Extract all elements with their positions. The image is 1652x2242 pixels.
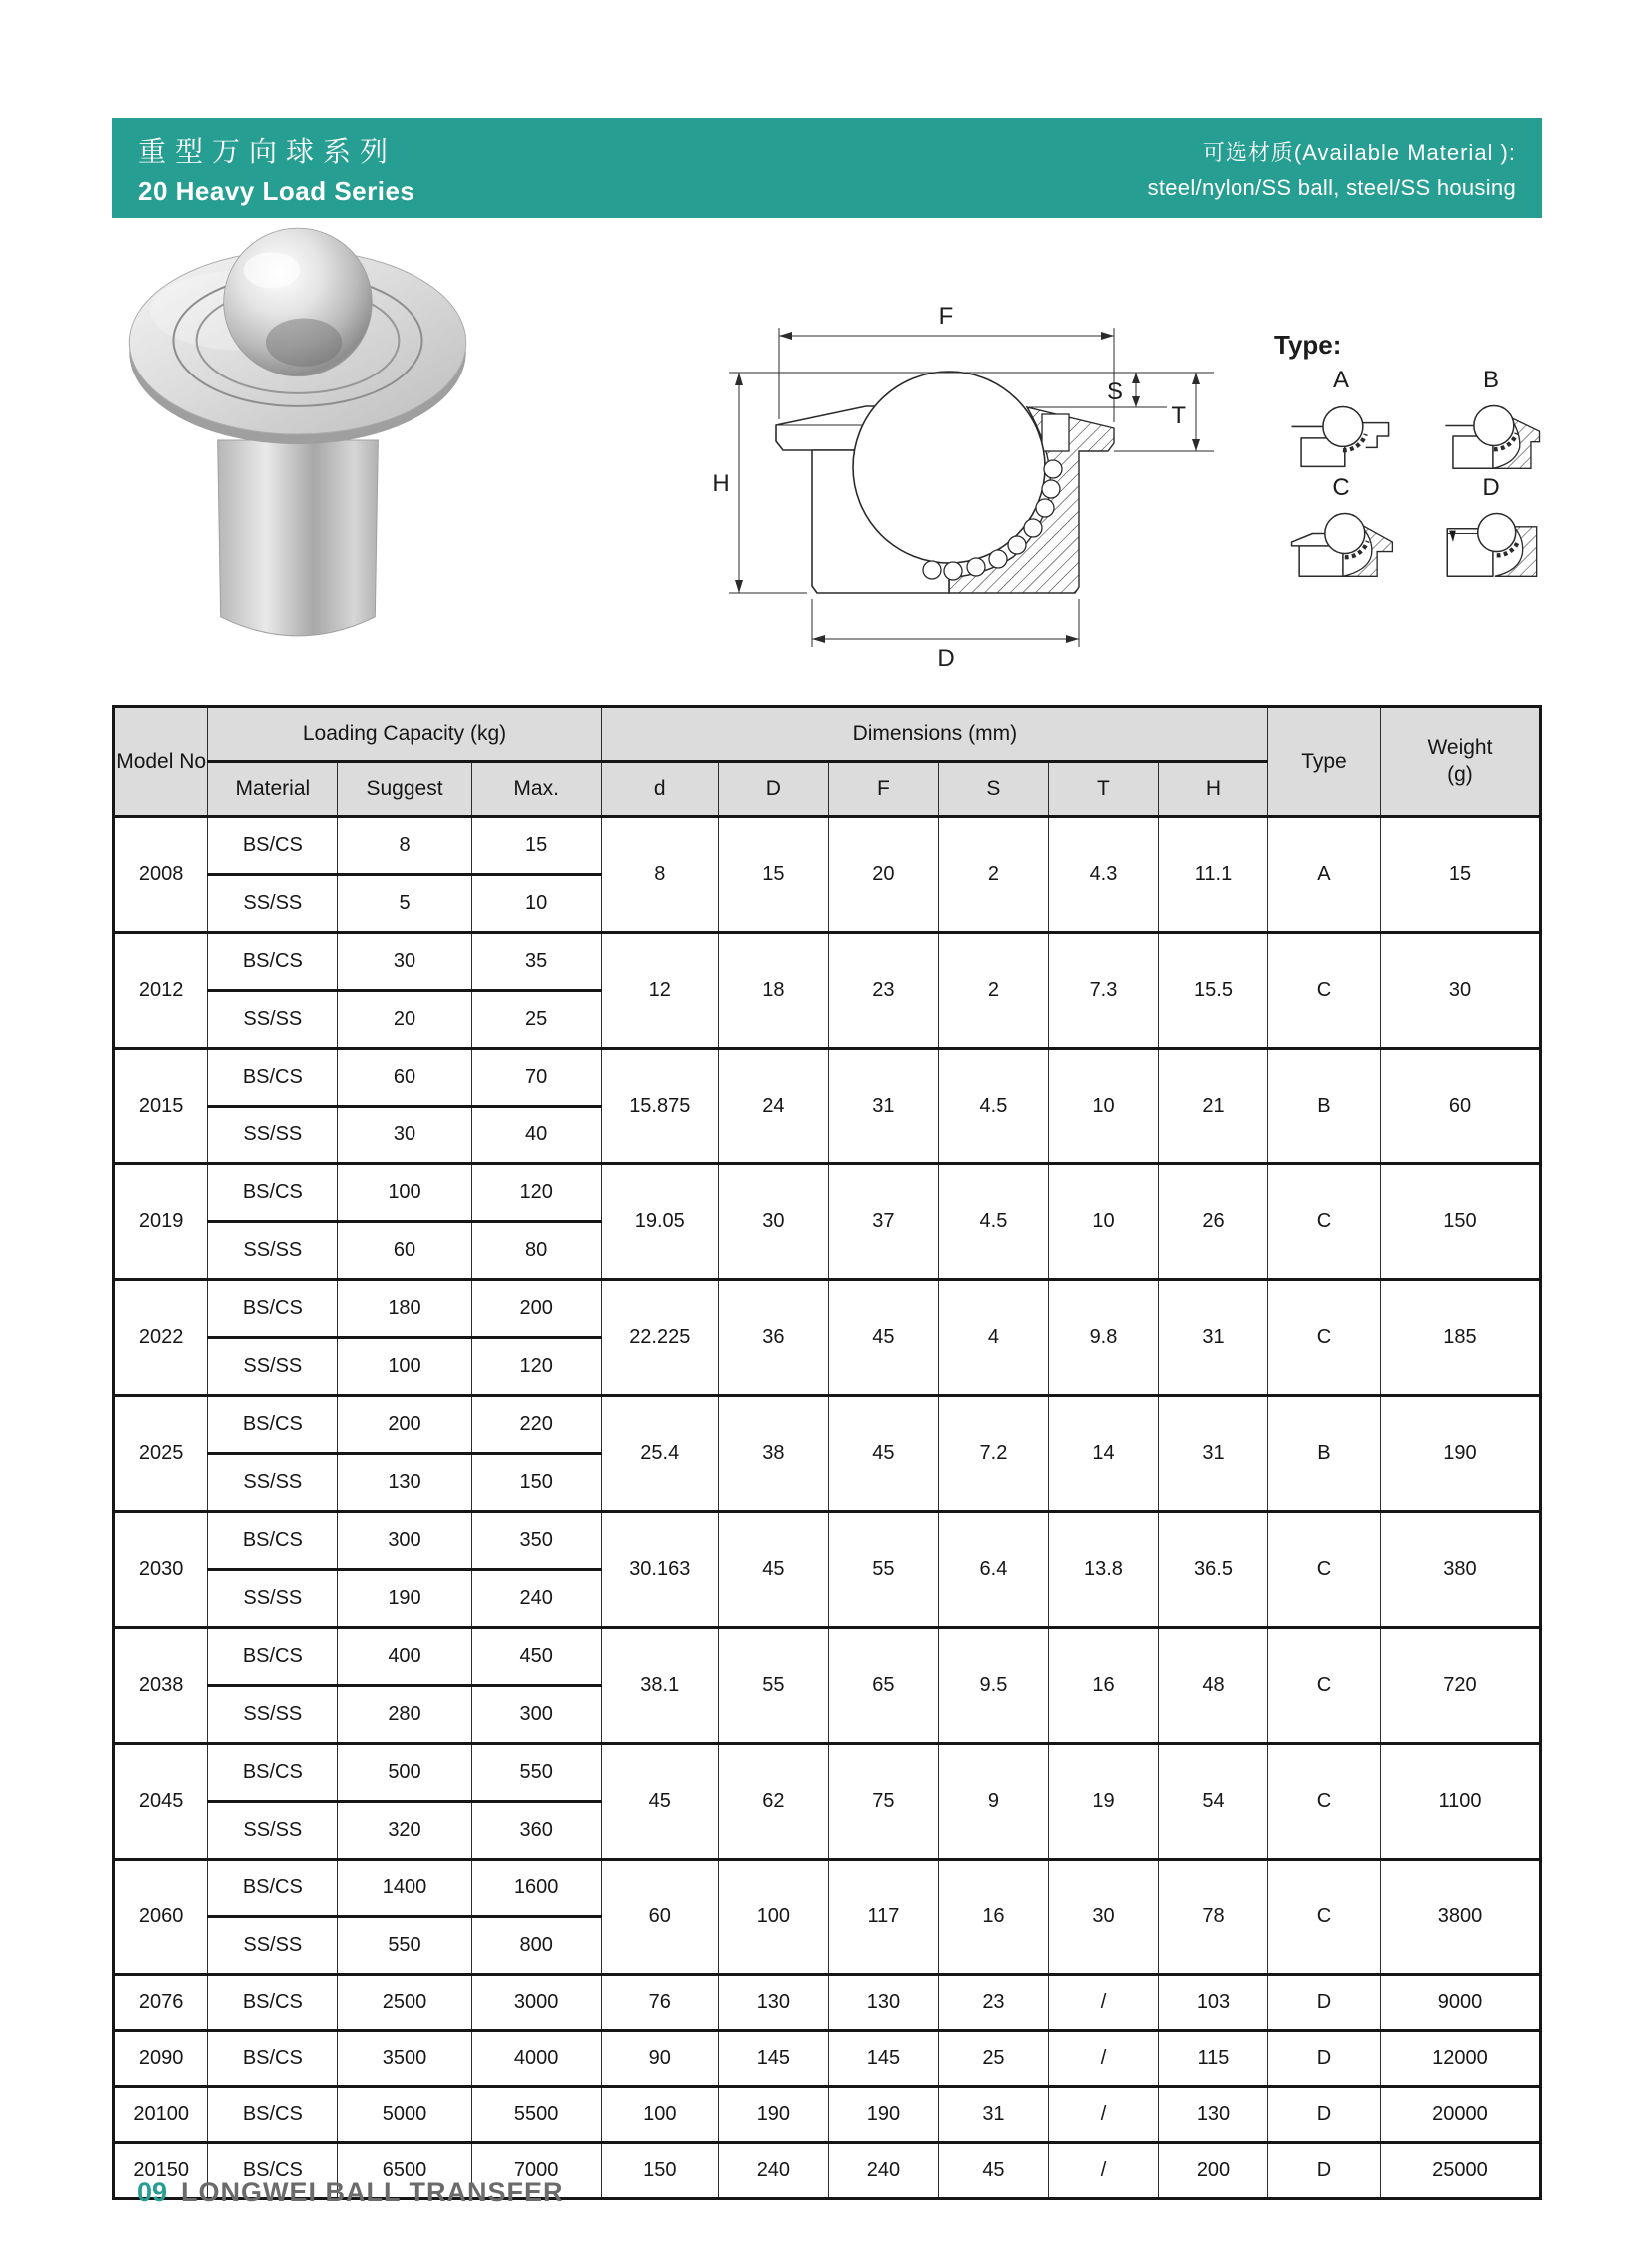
model-cell: 2030 (114, 1512, 208, 1628)
dim-S-cell: 23 (938, 1975, 1048, 2031)
type-c-label: C (1332, 474, 1350, 501)
table-row (114, 1164, 1541, 1222)
col-header-D: D (718, 762, 828, 817)
model-cell: 2008 (114, 817, 208, 933)
material-cell: SS/SS (208, 991, 338, 1049)
type-cell: A (1268, 817, 1381, 933)
max-cell: 15 (471, 817, 601, 875)
material-cell: SS/SS (208, 1222, 338, 1280)
dim-F-cell: 130 (828, 1975, 938, 2031)
suggest-cell: 2500 (338, 1975, 471, 2031)
material-cell: SS/SS (208, 1570, 338, 1628)
dim-F-cell: 75 (828, 1744, 938, 1860)
material-cell: BS/CS (208, 1512, 338, 1570)
table-row (114, 1628, 1541, 1686)
col-header-material: Material (208, 762, 338, 817)
spec-table-wrap (112, 705, 1542, 2200)
suggest-cell: 320 (338, 1802, 471, 1860)
suggest-cell: 8 (338, 817, 471, 875)
type-d-label: D (1482, 474, 1500, 501)
material-cell: SS/SS (208, 1686, 338, 1744)
dim-D-cell: 190 (718, 2087, 828, 2143)
ball-highlight (244, 252, 300, 288)
max-cell: 70 (471, 1049, 601, 1107)
dim-d-cell: 19.05 (601, 1164, 718, 1280)
max-cell: 350 (471, 1512, 601, 1570)
suggest-cell: 30 (338, 1107, 471, 1164)
series-title-en: 20 Heavy Load Series (138, 175, 415, 206)
dim-T-cell: 30 (1048, 1860, 1158, 1975)
max-cell: 450 (471, 1628, 601, 1686)
suggest-cell: 1400 (338, 1860, 471, 1917)
material-cell: SS/SS (208, 1454, 338, 1512)
series-title-zh: 重型万向球系列 (138, 135, 398, 167)
housing-body (218, 440, 379, 636)
dim-F-cell: 145 (828, 2031, 938, 2087)
dim-label-H: H (712, 470, 730, 497)
model-cell: 20150 (114, 2143, 208, 2199)
suggest-cell: 100 (338, 1338, 471, 1396)
product-photo (122, 192, 473, 663)
dim-H-cell: 11.1 (1158, 817, 1267, 933)
weight-label-line2: (g) (1447, 762, 1473, 786)
weight-cell: 9000 (1380, 1975, 1540, 2031)
weight-cell: 185 (1380, 1280, 1540, 1396)
col-header-suggest: Suggest (338, 762, 471, 817)
model-cell: 20100 (114, 2087, 208, 2143)
dim-d-cell: 25.4 (601, 1396, 718, 1512)
weight-cell: 20000 (1380, 2087, 1540, 2143)
dim-H-cell: 115 (1158, 2031, 1267, 2087)
dim-S-cell: 4 (938, 1280, 1048, 1396)
material-cell: SS/SS (208, 1338, 338, 1396)
max-cell: 40 (471, 1107, 601, 1164)
dim-d-cell: 45 (601, 1744, 718, 1860)
material-cell: BS/CS (208, 1860, 338, 1917)
max-cell: 10 (471, 875, 601, 933)
dim-d-cell: 30.163 (601, 1512, 718, 1628)
table-row (114, 1049, 1541, 1107)
dim-H-cell: 54 (1158, 1744, 1267, 1860)
type-cell: C (1268, 1628, 1381, 1744)
dim-label-D: D (937, 645, 955, 667)
dim-D-cell: 55 (718, 1628, 828, 1744)
weight-cell: 60 (1380, 1049, 1540, 1164)
dim-T-cell: / (1048, 2143, 1158, 2199)
weight-label-line1: Weight (1427, 736, 1493, 760)
available-material-value: steel/nylon/SS ball, steel/SS housing (1147, 174, 1516, 200)
material-cell: BS/CS (208, 933, 338, 991)
dim-S-cell: 2 (938, 933, 1048, 1049)
dim-H-cell: 21 (1158, 1049, 1267, 1164)
type-cell: C (1268, 1744, 1381, 1860)
table-row (114, 817, 1541, 875)
dim-H-cell: 103 (1158, 1975, 1267, 2031)
max-cell: 240 (471, 1570, 601, 1628)
dim-T-cell: 4.3 (1048, 817, 1158, 933)
weight-cell: 720 (1380, 1628, 1540, 1744)
spec-table-body (114, 817, 1541, 2199)
dim-d-cell: 22.225 (601, 1280, 718, 1396)
dim-D-cell: 24 (718, 1049, 828, 1164)
dim-T-cell: 16 (1048, 1628, 1158, 1744)
max-cell: 25 (471, 991, 601, 1049)
model-cell: 2045 (114, 1744, 208, 1860)
type-cell: C (1268, 1164, 1381, 1280)
available-material-label: 可选材质(Available Material ): (1202, 139, 1516, 165)
dim-T-cell: 9.8 (1048, 1280, 1158, 1396)
dim-S-cell: 25 (938, 2031, 1048, 2087)
model-cell: 2090 (114, 2031, 208, 2087)
material-cell: BS/CS (208, 2143, 338, 2199)
dim-D-cell: 145 (718, 2031, 828, 2087)
suggest-cell: 20 (338, 991, 471, 1049)
material-cell: SS/SS (208, 875, 338, 933)
dim-S-cell: 9 (938, 1744, 1048, 1860)
dim-d-cell: 38.1 (601, 1628, 718, 1744)
type-cell: D (1268, 2143, 1381, 2199)
max-cell: 120 (471, 1338, 601, 1396)
dim-T-cell: 10 (1048, 1049, 1158, 1164)
type-a-label: A (1332, 367, 1349, 393)
page-number: 09 (137, 2177, 168, 2207)
model-cell: 2022 (114, 1280, 208, 1396)
dim-F-cell: 31 (828, 1049, 938, 1164)
type-cell: D (1268, 2031, 1381, 2087)
dim-F-cell: 37 (828, 1164, 938, 1280)
type-b-label: B (1482, 367, 1499, 393)
dim-d-cell: 15.875 (601, 1049, 718, 1164)
suggest-cell: 5000 (338, 2087, 471, 2143)
material-cell: BS/CS (208, 817, 338, 875)
max-cell: 4000 (471, 2031, 601, 2087)
type-cell: C (1268, 933, 1381, 1049)
col-header-dimensions: Dimensions (mm) (601, 707, 1267, 762)
dim-D-cell: 100 (718, 1860, 828, 1975)
col-header-F: F (828, 762, 938, 817)
table-row (114, 1975, 1541, 2031)
dim-S-cell: 31 (938, 2087, 1048, 2143)
type-cell: D (1268, 2087, 1381, 2143)
type-section-title: Type: (1274, 330, 1342, 360)
max-cell: 220 (471, 1396, 601, 1454)
col-header-d: d (601, 762, 718, 817)
dim-T-cell: / (1048, 2087, 1158, 2143)
table-row (114, 1396, 1541, 1454)
type-c (1266, 474, 1416, 582)
type-b (1416, 367, 1566, 474)
page-footer (137, 2177, 564, 2208)
weight-cell: 380 (1380, 1512, 1540, 1628)
dim-H-cell: 48 (1158, 1628, 1267, 1744)
suggest-cell: 300 (338, 1512, 471, 1570)
spec-table (112, 705, 1542, 2200)
max-cell: 360 (471, 1802, 601, 1860)
ball-section (853, 372, 1045, 563)
max-cell: 35 (471, 933, 601, 991)
dim-T-cell: 7.3 (1048, 933, 1158, 1049)
max-cell: 7000 (471, 2143, 601, 2199)
suggest-cell: 130 (338, 1454, 471, 1512)
dim-D-cell: 18 (718, 933, 828, 1049)
type-a (1266, 367, 1416, 474)
dim-F-cell: 20 (828, 817, 938, 933)
max-cell: 550 (471, 1744, 601, 1802)
dim-S-cell: 45 (938, 2143, 1048, 2199)
material-cell: SS/SS (208, 1107, 338, 1164)
dim-H-cell: 31 (1158, 1396, 1267, 1512)
suggest-cell: 60 (338, 1049, 471, 1107)
type-cell: C (1268, 1512, 1381, 1628)
dim-F-cell: 190 (828, 2087, 938, 2143)
dim-d-cell: 60 (601, 1860, 718, 1975)
weight-cell: 1100 (1380, 1744, 1540, 1860)
material-cell: BS/CS (208, 1396, 338, 1454)
table-row (114, 1744, 1541, 1802)
material-cell: BS/CS (208, 1628, 338, 1686)
dim-S-cell: 4.5 (938, 1164, 1048, 1280)
dim-T-cell: 10 (1048, 1164, 1158, 1280)
material-cell: BS/CS (208, 1280, 338, 1338)
weight-cell: 150 (1380, 1164, 1540, 1280)
col-header-T: T (1048, 762, 1158, 817)
dim-S-cell: 9.5 (938, 1628, 1048, 1744)
max-cell: 80 (471, 1222, 601, 1280)
dim-H-cell: 26 (1158, 1164, 1267, 1280)
suggest-cell: 400 (338, 1628, 471, 1686)
type-cell: C (1268, 1280, 1381, 1396)
material-cell: BS/CS (208, 2087, 338, 2143)
dim-d-cell: 150 (601, 2143, 718, 2199)
dimension-drawing (699, 268, 1219, 667)
suggest-cell: 190 (338, 1570, 471, 1628)
col-header-H: H (1158, 762, 1267, 817)
type-cell: B (1268, 1049, 1381, 1164)
flange-step-notch (1042, 414, 1069, 451)
max-cell: 150 (471, 1454, 601, 1512)
banner-materials (1148, 136, 1516, 201)
suggest-cell: 180 (338, 1280, 471, 1338)
col-header-loading: Loading Capacity (kg) (208, 707, 601, 762)
weight-cell: 30 (1380, 933, 1540, 1049)
dim-H-cell: 31 (1158, 1280, 1267, 1396)
dim-F-cell: 65 (828, 1628, 938, 1744)
type-grid (1266, 367, 1566, 582)
suggest-cell: 550 (338, 1917, 471, 1975)
dim-d-cell: 8 (601, 817, 718, 933)
model-cell: 2012 (114, 933, 208, 1049)
dim-T-cell: 14 (1048, 1396, 1158, 1512)
type-section (1266, 330, 1566, 579)
material-cell: BS/CS (208, 1049, 338, 1107)
dim-D-cell: 45 (718, 1512, 828, 1628)
weight-cell: 12000 (1380, 2031, 1540, 2087)
material-cell: BS/CS (208, 1975, 338, 2031)
dim-F-cell: 45 (828, 1396, 938, 1512)
dim-label-S: S (1106, 378, 1123, 405)
material-cell: BS/CS (208, 1744, 338, 1802)
dim-T-cell: / (1048, 1975, 1158, 2031)
col-header-max: Max. (471, 762, 601, 817)
dim-H-cell: 130 (1158, 2087, 1267, 2143)
col-header-S: S (938, 762, 1048, 817)
suggest-cell: 280 (338, 1686, 471, 1744)
suggest-cell: 200 (338, 1396, 471, 1454)
model-cell: 2025 (114, 1396, 208, 1512)
model-cell: 2015 (114, 1049, 208, 1164)
dim-label-T: T (1171, 402, 1186, 429)
table-row (114, 1860, 1541, 1917)
table-row (114, 1512, 1541, 1570)
table-row (114, 2087, 1541, 2143)
dim-T-cell: / (1048, 2031, 1158, 2087)
type-d (1416, 474, 1566, 582)
dim-D-cell: 36 (718, 1280, 828, 1396)
suggest-cell: 6500 (338, 2143, 471, 2199)
suggest-cell: 100 (338, 1164, 471, 1222)
ball-reflection-dark (266, 319, 342, 367)
max-cell: 5500 (471, 2087, 601, 2143)
dim-F-cell: 55 (828, 1512, 938, 1628)
dim-T-cell: 19 (1048, 1744, 1158, 1860)
dim-S-cell: 16 (938, 1860, 1048, 1975)
dim-S-cell: 7.2 (938, 1396, 1048, 1512)
table-row (114, 1280, 1541, 1338)
suggest-cell: 5 (338, 875, 471, 933)
weight-cell: 3800 (1380, 1860, 1540, 1975)
dim-H-cell: 36.5 (1158, 1512, 1267, 1628)
dim-label-F: F (938, 303, 954, 330)
dim-d-cell: 12 (601, 933, 718, 1049)
dim-D-cell: 62 (718, 1744, 828, 1860)
dim-S-cell: 2 (938, 817, 1048, 933)
suggest-cell: 60 (338, 1222, 471, 1280)
dim-D-cell: 240 (718, 2143, 828, 2199)
max-cell: 1600 (471, 1860, 601, 1917)
type-c-icon (1282, 504, 1400, 582)
dim-d-cell: 76 (601, 1975, 718, 2031)
model-cell: 2076 (114, 1975, 208, 2031)
brand-name: LONGWEI BALL TRANSFER (181, 2177, 564, 2207)
dim-T-cell: 13.8 (1048, 1512, 1158, 1628)
type-cell: D (1268, 1975, 1381, 2031)
dim-H-cell: 15.5 (1158, 933, 1267, 1049)
dim-F-cell: 23 (828, 933, 938, 1049)
col-header-weight (1380, 707, 1540, 817)
suggest-cell: 500 (338, 1744, 471, 1802)
col-header-type: Type (1268, 707, 1381, 817)
dim-D-cell: 15 (718, 817, 828, 933)
dim-S-cell: 6.4 (938, 1512, 1048, 1628)
dim-D-cell: 130 (718, 1975, 828, 2031)
weight-cell: 190 (1380, 1396, 1540, 1512)
dim-D-cell: 30 (718, 1164, 828, 1280)
spec-table-head (114, 707, 1541, 817)
dim-H-cell: 200 (1158, 2143, 1267, 2199)
dim-D-cell: 38 (718, 1396, 828, 1512)
weight-cell: 15 (1380, 817, 1540, 933)
table-row (114, 933, 1541, 991)
max-cell: 800 (471, 1917, 601, 1975)
dim-d-cell: 100 (601, 2087, 718, 2143)
max-cell: 120 (471, 1164, 601, 1222)
type-b-icon (1432, 396, 1550, 474)
type-cell: C (1268, 1860, 1381, 1975)
dim-F-cell: 45 (828, 1280, 938, 1396)
dim-d-cell: 90 (601, 2031, 718, 2087)
weight-cell: 25000 (1380, 2143, 1540, 2199)
max-cell: 300 (471, 1686, 601, 1744)
table-row (114, 2031, 1541, 2087)
model-cell: 2038 (114, 1628, 208, 1744)
dim-F-cell: 240 (828, 2143, 938, 2199)
col-header-model: Model No (114, 707, 208, 817)
material-cell: SS/SS (208, 1917, 338, 1975)
max-cell: 200 (471, 1280, 601, 1338)
type-a-icon (1282, 396, 1400, 474)
material-cell: SS/SS (208, 1802, 338, 1860)
suggest-cell: 3500 (338, 2031, 471, 2087)
model-cell: 2019 (114, 1164, 208, 1280)
suggest-cell: 30 (338, 933, 471, 991)
material-cell: BS/CS (208, 1164, 338, 1222)
dim-S-cell: 4.5 (938, 1049, 1048, 1164)
max-cell: 3000 (471, 1975, 601, 2031)
material-cell: BS/CS (208, 2031, 338, 2087)
type-d-icon (1432, 504, 1550, 582)
type-cell: B (1268, 1396, 1381, 1512)
model-cell: 2060 (114, 1860, 208, 1975)
dim-F-cell: 117 (828, 1860, 938, 1975)
dim-H-cell: 78 (1158, 1860, 1267, 1975)
